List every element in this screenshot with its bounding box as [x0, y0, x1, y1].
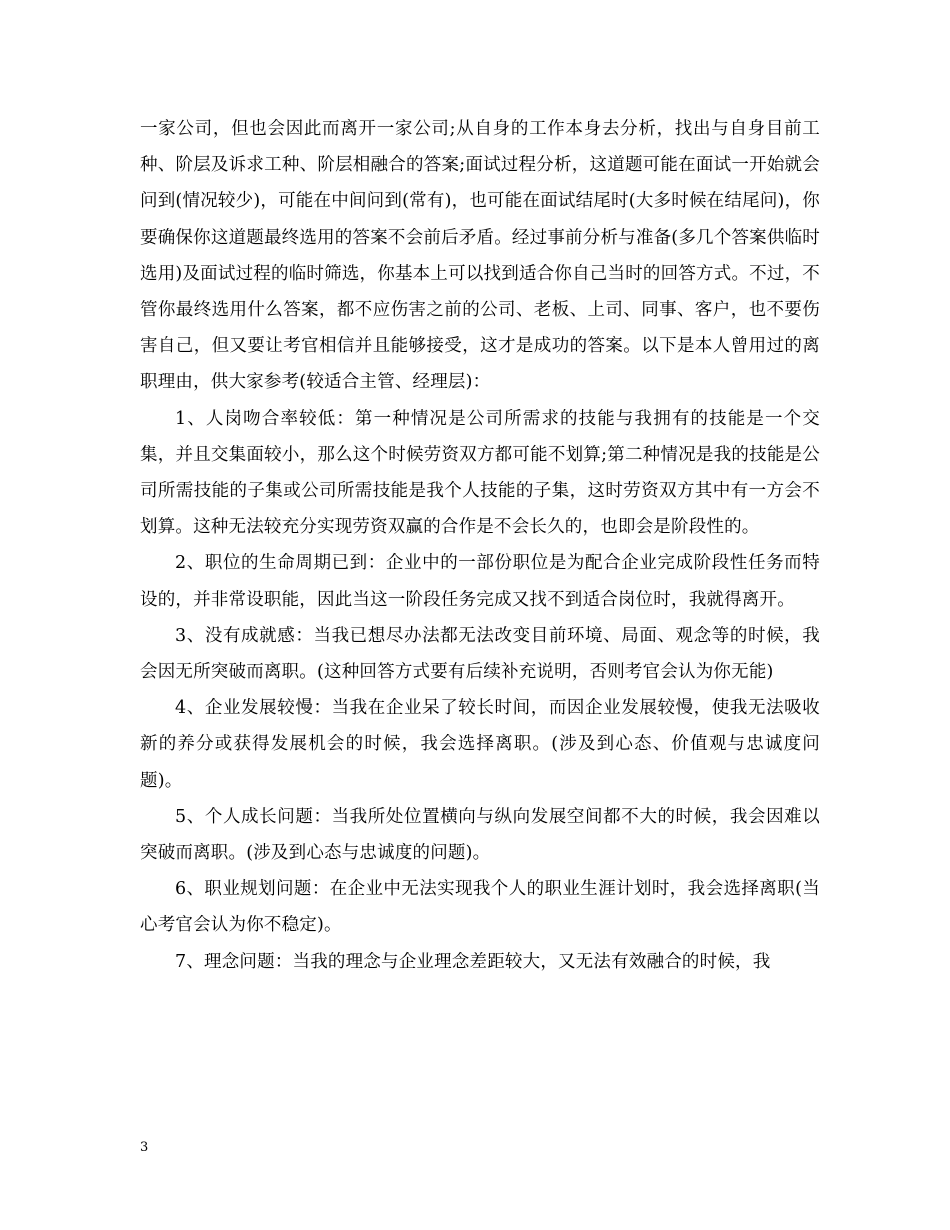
paragraph-reason-1: 1、人岗吻合率较低：第一种情况是公司所需求的技能与我拥有的技能是一个交集，并且交集面较小，那么这个时候劳资双方都可能不划算;第二种情况是我的技能是公司所需技能的子集或公司所需技能是我个人技能的子集，这时劳资双方其中有一方会不划算。这种无法较充分实现劳资双赢的合作是不会长久的，也即会是阶段性的。 [140, 408, 820, 538]
paragraph-reason-4: 4、企业发展较慢：当我在企业呆了较长时间，而因企业发展较慢，使我无法吸收新的养分或获得发展机会的时候，我会选择离职。(涉及到心态、价值观与忠诚度问题)。 [140, 698, 820, 791]
page-number: 3 [140, 1140, 149, 1155]
paragraph-reason-7: 7、理念问题：当我的理念与企业理念差距较大，又无法有效融合的时候，我 [175, 951, 771, 972]
body-text [140, 111, 820, 980]
paragraph-reason-5: 5、个人成长问题：当我所处位置横向与纵向发展空间都不大的时候，我会因难以突破而离职。(涉及到心态与忠诚度的问题)。 [140, 806, 820, 864]
paragraph-reason-6: 6、职业规划问题：在企业中无法实现我个人的职业生涯计划时，我会选择离职(当心考官会认为你不稳定)。 [140, 879, 820, 936]
paragraph-intro-continued: 一家公司，但也会因此而离开一家公司;从自身的工作本身去分析，找出与自身目前工种、阶层及诉求工种、阶层相融合的答案;面试过程分析，这道题可能在面试一开始就会问到(情况较少)，可能在中间问到(常有)，也可能在面试结尾时(大多时候在结尾问)，你要确保你这道题最终选用的答案不会前后矛盾。经过事前分析与准备(多几个答案供临时选用)及面试过程的临时筛选，你基本上可以找到适合你自己当时的回答方式。不过，不管你最终选用什么答案，都不应伤害之前的公司、老板、上司、同事、客户，也不要伤害自己，但又要让考官相信并且能够接受，这才是成功的答案。以下是本人曾用过的离职理由，供大家参考(较适合主管、经理层)： [140, 119, 820, 393]
paragraph-reason-3: 3、没有成就感：当我已想尽办法都无法改变目前环境、局面、观念等的时候，我会因无所突破而离职。(这种回答方式要有后续补充说明，否则考官会认为你无能) [140, 625, 820, 683]
paragraph-reason-2: 2、职位的生命周期已到：企业中的一部份职位是为配合企业完成阶段性任务而特设的，并非常设职能，因此当这一阶段任务完成又找不到适合岗位时，我就得离开。 [140, 553, 820, 610]
